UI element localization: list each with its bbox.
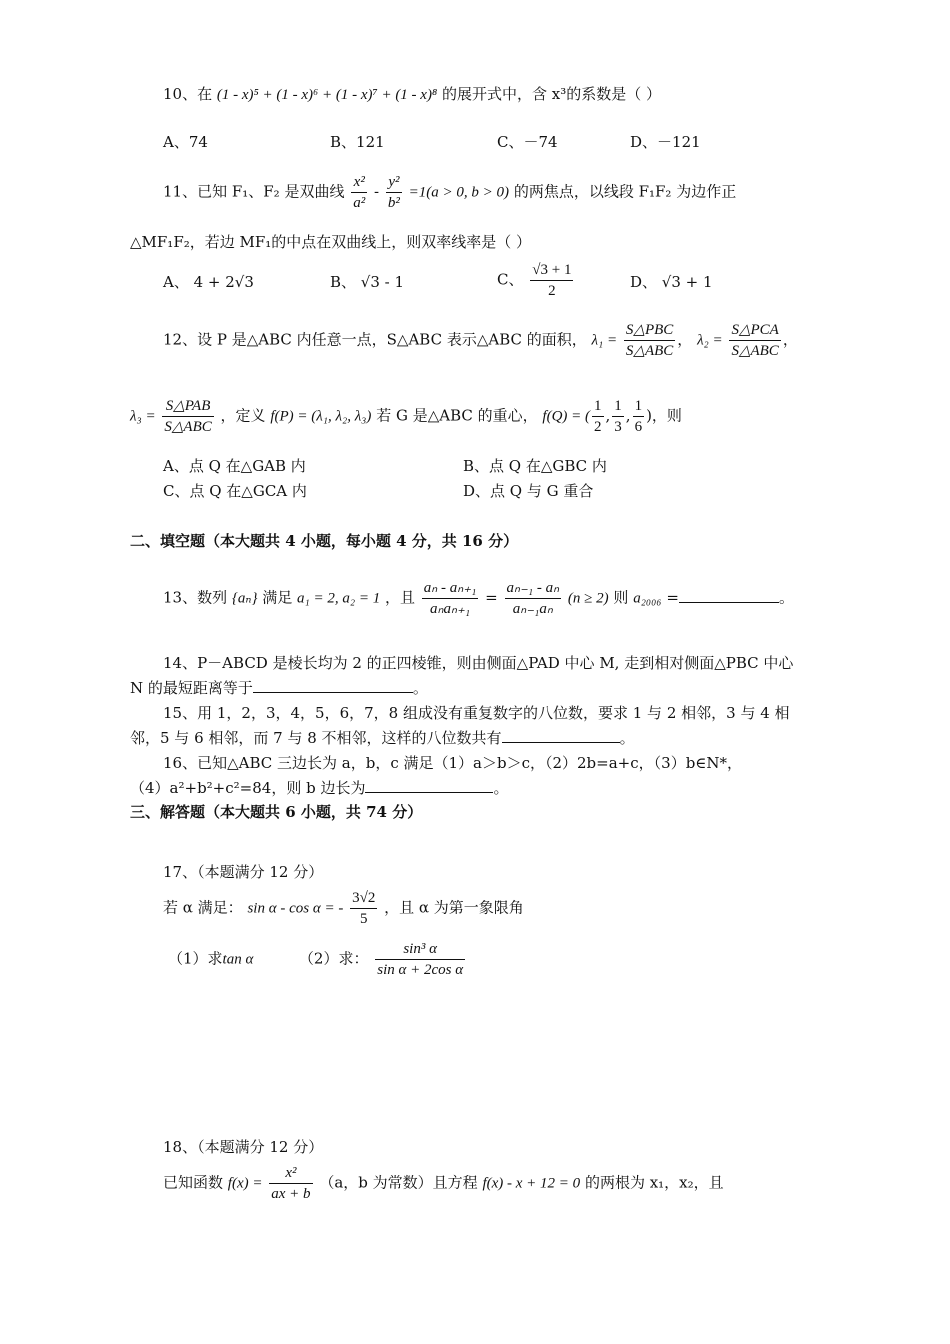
fraction xyxy=(633,396,645,437)
question-11-line-2: △MF₁F₂，若边 MF₁的中点在双曲线上，则双率线率是（ ） xyxy=(130,233,532,251)
answer-blank[interactable] xyxy=(679,588,779,603)
denominator: 5 xyxy=(359,911,368,927)
period: 。 xyxy=(493,779,509,797)
question-10-text: 的展开式中，含 x³的系数是（ ） xyxy=(441,85,661,103)
lambda-1: λ₁ = xyxy=(591,332,618,349)
option-d: D、 √3 + 1 xyxy=(630,273,713,291)
denominator: S△ABC xyxy=(625,343,674,359)
question-14-text: N 的最短距离等于 xyxy=(130,679,253,697)
denominator: S△ABC xyxy=(731,343,779,359)
lambda-2: λ₂ = xyxy=(697,332,723,349)
answer-blank[interactable] xyxy=(253,678,413,693)
option-c: C、点 Q 在△GCA 内 xyxy=(163,482,307,500)
fraction xyxy=(375,939,465,980)
fraction xyxy=(530,260,573,301)
numerator: x² xyxy=(269,1163,312,1184)
question-11-text: 11、已知 F₁、F₂ 是双曲线 xyxy=(163,182,345,201)
question-15-text: 邻，5 与 6 相邻，而 7 与 8 不相邻，这样的八位数共有 xyxy=(130,729,502,747)
question-17-text: ，且 α 为第一象限角 xyxy=(384,898,524,917)
numerator: 1 xyxy=(612,396,624,417)
question-13-line xyxy=(163,578,794,619)
option-c xyxy=(497,260,575,301)
option-label: C、 xyxy=(497,270,524,289)
question-13-text: 满足 xyxy=(262,588,293,607)
question-15-line-2 xyxy=(130,728,635,748)
question-18-line-1 xyxy=(163,1163,724,1204)
part-2-label: （2）求： xyxy=(298,949,369,968)
fraction xyxy=(269,1163,312,1204)
denominator: b² xyxy=(387,195,400,211)
question-12-text: 若 G 是△ABC 的重心， xyxy=(376,406,538,425)
question-16-line-2 xyxy=(130,778,508,798)
option-b: B、 √3 - 1 xyxy=(330,273,405,291)
question-16-text: （4）a²+b²+c²=84，则 b 边长为 xyxy=(130,779,366,797)
question-14-line-2 xyxy=(130,678,428,698)
period: 。 xyxy=(778,588,794,607)
question-12-line-1: 12、设 P 是△ABC 内任意一点，S△ABC 表示△ABC 的面积， λ₁ = $\frac{\text{S△PBC}}{\text{S△ABC}}$ ， λ₂ = $\frac{\text{S△PCA}}{\text{S△ABC}}$ ， xyxy=(163,322,798,359)
numerator: S△PBC xyxy=(624,320,675,341)
fraction xyxy=(505,578,562,619)
question-17-line-2 xyxy=(168,939,467,980)
question-17-text: 若 α 满足： xyxy=(163,898,243,917)
equals-sign: = xyxy=(485,588,498,607)
section-heading-fill-in: 二、填空题（本大题共 4 小题，每小题 4 分，共 16 分） xyxy=(130,532,519,550)
question-18-heading: 18、（本题满分 12 分） xyxy=(163,1138,324,1156)
numerator: S△PCA xyxy=(729,320,780,341)
initial-values: a₁ = 2, a₂ = 1 xyxy=(297,590,381,607)
denominator: aₙaₙ₊₁ xyxy=(430,601,471,617)
numerator: 1 xyxy=(592,396,604,417)
period: 。 xyxy=(412,679,428,697)
option-a: A、点 Q 在△GAB 内 xyxy=(163,457,306,475)
denominator: a² xyxy=(353,195,366,211)
numerator: √3 + 1 xyxy=(530,260,573,281)
question-17-heading: 17、（本题满分 12 分） xyxy=(163,863,324,881)
question-11-text: 的两焦点，以线段 F₁F₂ 为边作正 xyxy=(513,182,737,201)
numerator: sin³ α xyxy=(375,939,465,960)
equation: f(x) - x + 12 = 0 xyxy=(482,1175,581,1192)
condition: =1(a > 0, b > 0) xyxy=(408,184,510,201)
fraction xyxy=(612,396,624,437)
question-16-line-1: 16、已知△ABC 三边长为 a，b，c 满足（1）a＞b＞c，（2）2b=a+c，（3）b∈N*， xyxy=(163,754,743,772)
section-heading-solutions: 三、解答题（本大题共 6 小题，共 74 分） xyxy=(130,803,423,821)
option-a: A、74 xyxy=(163,133,208,151)
fraction xyxy=(162,396,213,437)
question-13-text: ，且 xyxy=(385,588,416,607)
option-b: B、121 xyxy=(330,133,385,151)
question-14-line-1: 14、P－ABCD 是棱长均为 2 的正四棱锥，则由侧面△PAD 中心 M, 走到相对侧面△PBC 中心 xyxy=(163,654,794,672)
question-12-line-2: λ₃ = $\frac{\text{S△PAB}}{\text{S△ABC}}$ ，定义 f(P) = (λ₁, λ₂, λ₃) 若 G 是△ABC 的重心， f(Q) = ( $\frac{1}{2}$ , $\frac{1}{3}$ , $\frac{1}{6}$ )，则 xyxy=(130,398,682,435)
answer-blank[interactable] xyxy=(365,778,493,793)
question-10-number: 10、在 xyxy=(163,85,213,103)
denominator: aₙ₋₁aₙ xyxy=(512,601,553,617)
question-15-line-1: 15、用 1，2，3，4，5，6，7，8 组成没有重复数字的八位数，要求 1 与 2 相邻，3 与 4 相 xyxy=(163,704,790,722)
question-18-text: （a，b 为常数）且方程 xyxy=(319,1173,478,1192)
question-13-text: 13、数列 xyxy=(163,588,228,607)
denominator: sin α + 2cos α xyxy=(377,962,464,978)
question-12-text: 12、设 P 是△ABC 内任意一点，S△ABC 表示△ABC 的面积， xyxy=(163,330,587,349)
numerator: y² xyxy=(386,172,402,193)
option-b: B、点 Q 在△GBC 内 xyxy=(463,457,607,475)
sequence: {aₙ} xyxy=(231,590,258,607)
minus-sign: - xyxy=(374,182,380,201)
numerator: aₙ₋₁ - aₙ xyxy=(505,578,562,599)
question-10-line xyxy=(163,84,661,105)
numerator: S△PAB xyxy=(162,396,213,417)
target-term: a₂₀₀₆ xyxy=(633,590,662,607)
option-d: D、点 Q 与 G 重合 xyxy=(463,482,594,500)
question-13-text: 则 xyxy=(613,588,629,607)
equals-sign: = xyxy=(666,588,679,607)
fraction xyxy=(592,396,604,437)
fraction-y2-b2 xyxy=(386,172,402,213)
condition: (n ≥ 2) xyxy=(567,590,609,607)
numerator: 3√2 xyxy=(350,888,377,909)
lambda-3: λ₃ = xyxy=(130,408,156,425)
question-18-text: 已知函数 xyxy=(163,1173,224,1192)
option-a: A、 4 + 2√3 xyxy=(163,273,254,291)
question-12-text: )，则 xyxy=(646,406,682,425)
option-c: C、－74 xyxy=(497,133,558,151)
fraction xyxy=(624,320,675,361)
question-11-line-1 xyxy=(163,172,736,213)
fraction xyxy=(350,888,377,929)
denominator: 6 xyxy=(634,419,643,435)
denominator: 2 xyxy=(548,283,556,299)
part-1-label: （1）求 xyxy=(168,949,223,968)
numerator: aₙ - aₙ₊₁ xyxy=(422,578,479,599)
function-definition: f(x) = xyxy=(227,1175,263,1192)
period: 。 xyxy=(619,729,635,747)
tan-expression: tan α xyxy=(222,951,254,968)
denominator: 3 xyxy=(614,419,622,435)
denominator: 2 xyxy=(594,419,602,435)
fraction xyxy=(422,578,479,619)
denominator: S△ABC xyxy=(164,419,212,435)
sin-cos-expression: sin α - cos α = - xyxy=(247,900,344,917)
fraction xyxy=(729,320,780,361)
fraction-x2-a2 xyxy=(351,172,367,213)
numerator: x² xyxy=(351,172,367,193)
question-12-text: ，定义 xyxy=(220,406,266,425)
f-of-p: f(P) = (λ₁, λ₂, λ₃) xyxy=(270,408,372,425)
f-of-q: f(Q) = ( xyxy=(542,408,591,425)
answer-blank[interactable] xyxy=(502,728,620,743)
denominator: ax + b xyxy=(271,1186,311,1202)
option-d: D、－121 xyxy=(630,133,701,151)
question-18-text: 的两根为 x₁，x₂，且 xyxy=(584,1173,724,1192)
question-17-line-1 xyxy=(163,888,524,929)
question-10-expression: (1 - x)⁵ + (1 - x)⁶ + (1 - x)⁷ + (1 - x)⁸ xyxy=(216,87,438,103)
numerator: 1 xyxy=(633,396,645,417)
